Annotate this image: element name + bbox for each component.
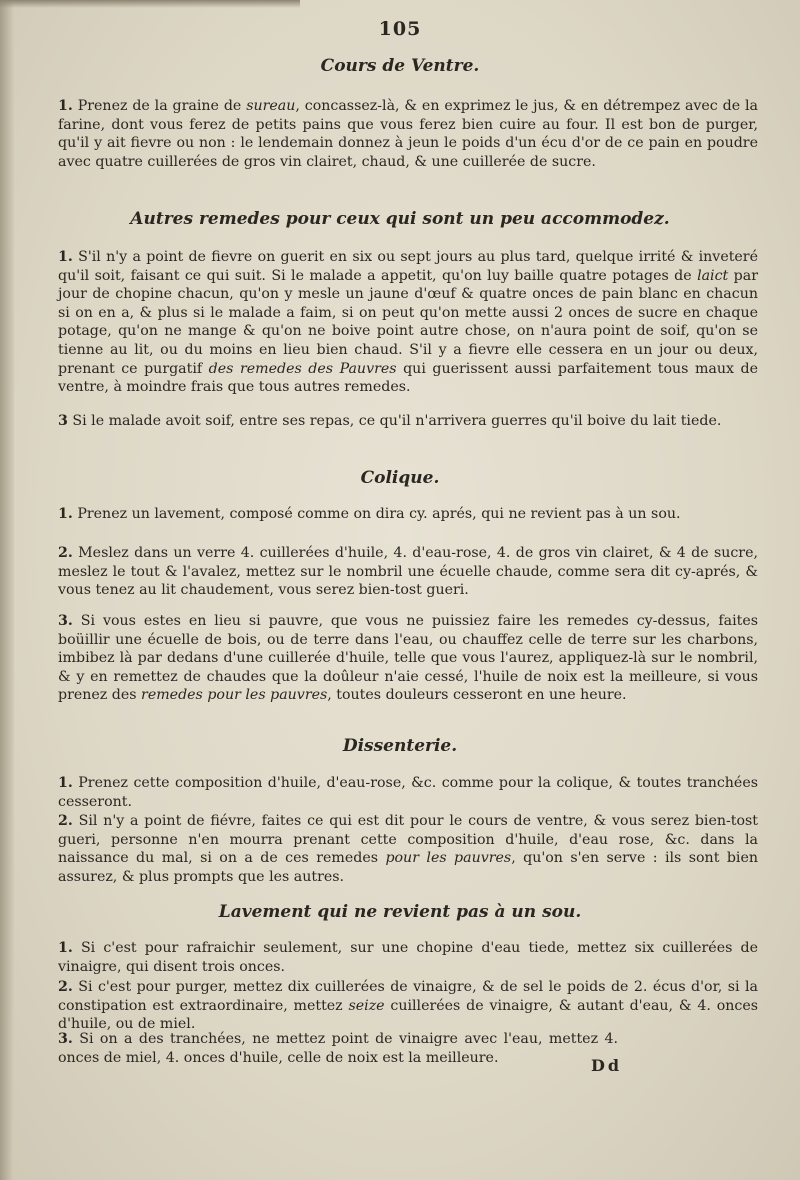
heading-cours-de-ventre: Cours de Ventre.	[320, 56, 480, 76]
paragraph-autres-1: 1. S'il n'y a point de fievre on guerit en six ou sept jours au plus tard, quelque irrité & inveteré qu'il soit, faisant ce qui suit. Si le malade a appetit, qu'on luy baille quatre potages de laict par jour de chopine chacun, qu'on y mesle un jaune d'œuf & quatre onces de pain blanc en chacun si on en a, & plus si le malade a faim, si on peut qu'on mette aussi 2 onces de sucre en chaque potage, qu'on ne mange & qu'on ne boive point autre chose, on n'aura point de soif, qu'on se tienne au lit, ou du moins en lieu bien chaud. S'il y a fievre elle cessera en un jour ou deux, prenant ce purgatif des remedes des Pauvres qui guerissent aussi parfaitement tous maux de ventre, à moindre frais que tous autres remedes.	[58, 249, 759, 396]
heading-lavement: Lavement qui ne revient pas à un sou.	[218, 902, 582, 922]
paragraph-colique-2: 2. Meslez dans un verre 4. cuillerées d'huile, 4. d'eau-rose, 4. de gros vin clairet, & 4 de sucre, meslez le tout & l'avalez, mettez sur le nombril une écuelle chaude, comme sera dit cy-aprés, & vous tenez au lit chaudement, vous serez bien-tost gueri.	[58, 545, 758, 599]
paragraph-ventre-1: 1. Prenez de la graine de sureau, concassez-là, & en exprimez le jus, & en détrempez avec de la farine, dont vous ferez de petits pains que vous ferez bien cuire au four. Il est bon de purger, qu'il y ait fievre ou non : le lendemain donnez à jeun le poids d'un écu d'or de ce pain en poudre avec quatre cuillerées de gros vin clairet, chaud, & une cuillerée de sucre.	[58, 98, 758, 170]
paragraph-dissenterie-1: 1. Prenez cette composition d'huile, d'eau-rose, &c. comme pour la colique, & toutes tranchées cesseront.	[58, 775, 759, 810]
paragraph-lavement-3: 3. Si on a des tranchées, ne mettez point de vinaigre avec l'eau, mettez 4. onces de miel, 4. onces d'huile, celle de noix est la meilleure.	[58, 1031, 618, 1066]
paragraph-lavement-1: 1. Si c'est pour rafraichir seulement, sur une chopine d'eau tiede, mettez six cuillerées de vinaigre, qui disent trois onces.	[58, 940, 758, 975]
heading-dissenterie: Dissenterie.	[342, 736, 458, 756]
heading-autres-remedes: Autres remedes pour ceux qui sont un peu accommodez.	[130, 209, 670, 229]
page-gutter	[0, 0, 14, 1180]
paragraph-colique-3: 3. Si vous estes en lieu si pauvre, que vous ne puissiez faire les remedes cy-dessus, faites boüillir une écuelle de bois, ou de terre dans l'eau, ou chauffez celle de terre sur les charbons, imbibez là par dedans d'une cuillerée d'huile, telle que vous l'aurez, appliquez-là sur le nombril, & y en remettez de chaudes que la doûleur n'aie cessé, l'huile de noix est la meilleure, si vous prenez des remedes pour les pauvres, toutes douleurs cesseront en une heure.	[58, 613, 758, 704]
paragraph-dissenterie-2: 2. Sil n'y a point de fiévre, faites ce qui est dit pour le cours de ventre, & vous serez bien-tost gueri, personne n'en mourra prenant cette composition d'huile, d'eau rose, &c. dans la naissance du mal, si on a de ces remedes pour les pauvres, qu'on s'en serve : ils sont bien assurez, & plus prompts que les autres.	[58, 813, 759, 885]
page-edge-shadow	[0, 0, 300, 8]
signature-mark: Dd	[590, 1056, 622, 1075]
heading-colique: Colique.	[360, 468, 440, 488]
paragraph-autres-3: 3 Si le malade avoit soif, entre ses repas, ce qu'il n'arrivera guerres qu'il boive du lait tiede.	[58, 413, 722, 429]
paragraph-colique-1: 1. Prenez un lavement, composé comme on dira cy. aprés, qui ne revient pas à un sou.	[58, 506, 681, 522]
page-number: 105	[378, 18, 422, 40]
paragraph-lavement-2: 2. Si c'est pour purger, mettez dix cuillerées de vinaigre, & de sel le poids de 2. écus d'or, si la constipation est extraordinaire, mettez seize cuillerées de vinaigre, & autant d'eau, & 4. onces d'huile, ou de miel.	[58, 979, 758, 1033]
